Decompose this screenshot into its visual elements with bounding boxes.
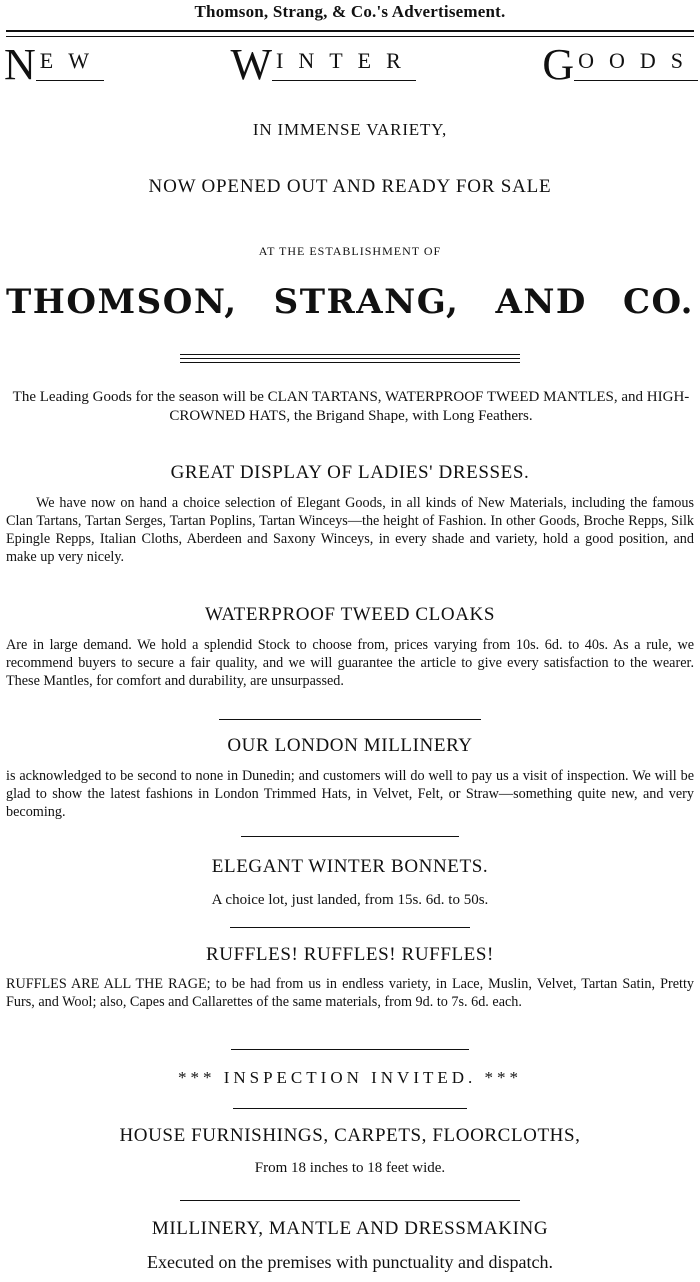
section-body-millinery: is acknowledged to be second to none in Dunedin; and customers will do well to pay us a visit of inspection. We will be glad to show the latest fashions in London Trimmed Hats, in Velvet, Felt, or Straw—something quite new, and very becoming. — [6, 768, 694, 820]
brand-word: CO. — [622, 282, 694, 322]
divider — [180, 354, 520, 355]
headline-cap: G — [542, 40, 575, 89]
headline-cap: W — [230, 40, 273, 89]
section-body-cloaks: Are in large demand. We hold a splendid Stock to choose from, prices varying from 10s. 6d. to 40s. As a rule, we recommend buyers to secure a fair quality, and we will guarantee the article to give every satisfaction to the wearer. These Mantles, for comfort and durability, are unsurpassed. — [6, 637, 694, 689]
intro-paragraph: The Leading Goods for the season will be CLAN TARTANS, WATERPROOF TWEED MANTLES, and HIGH-CROWNED HATS, the Brigand Shape, with Long Feathers. — [12, 389, 690, 424]
running-head: Thomson, Strang, & Co.'s Advertisement. — [194, 2, 506, 21]
headline-rest: EW — [36, 46, 104, 81]
section-title-dresses: GREAT DISPLAY OF LADIES' DRESSES. — [170, 462, 530, 483]
divider — [180, 1200, 520, 1201]
subhead-establishment: AT THE ESTABLISHMENT OF — [258, 244, 442, 258]
divider — [241, 836, 459, 837]
brand-word: STRANG, — [273, 282, 460, 322]
top-rule — [6, 30, 694, 32]
headline — [4, 40, 698, 90]
section-title-bonnets: ELEGANT WINTER BONNETS. — [211, 856, 489, 877]
headline-rest: OODS — [574, 46, 698, 81]
divider — [231, 1049, 469, 1050]
divider — [233, 1108, 467, 1109]
section-body-dressmaking: Executed on the premises with punctuality and dispatch. — [147, 1252, 553, 1272]
section-title-furnishings: HOUSE FURNISHINGS, CARPETS, FLOORCLOTHS, — [119, 1125, 581, 1146]
section-title-cloaks: WATERPROOF TWEED CLOAKS — [204, 604, 495, 625]
section-title-millinery: OUR LONDON MILLINERY — [227, 735, 473, 756]
top-rule-thin — [6, 36, 694, 37]
inspection-invited: *** INSPECTION INVITED. *** — [177, 1068, 523, 1087]
section-title-ruffles: RUFFLES! RUFFLES! RUFFLES! — [205, 944, 494, 965]
section-body-ruffles: RUFFLES ARE ALL THE RAGE; to be had from us in endless variety, in Lace, Muslin, Velvet, Tartan Satin, Pretty Furs, and Wool; also, Capes and Callarettes of the same materials, from 9d. to 7s. 6d. each. — [6, 976, 694, 1010]
divider — [230, 927, 470, 928]
headline-rest: INTER — [272, 46, 416, 81]
headline-word-goods — [542, 40, 698, 89]
subhead-ready: NOW OPENED OUT AND READY FOR SALE — [148, 176, 552, 197]
brand-word: AND — [495, 282, 587, 322]
divider — [180, 358, 520, 359]
section-body-furnishings: From 18 inches to 18 feet wide. — [254, 1160, 446, 1176]
section-body-dresses: We have now on hand a choice selection of Elegant Goods, in all kinds of New Materials, including the famous Clan Tartans, Tartan Serges, Tartan Poplins, Tartan Winceys—the height of Fashion. In other Goods, Broche Repps, Silk Epingle Repps, Italian Cloths, Aberdeen and Saxony Winceys, in every shade and variety, hold a good position, and make up very nicely. — [6, 495, 694, 565]
divider — [180, 362, 520, 363]
section-body-bonnets: A choice lot, just landed, from 15s. 6d. to 50s. — [211, 892, 489, 908]
brand-name — [6, 282, 694, 322]
headline-word-winter — [230, 40, 416, 89]
section-title-dressmaking: MILLINERY, MANTLE AND DRESSMAKING — [151, 1218, 549, 1239]
divider — [219, 719, 481, 720]
headline-cap: N — [4, 40, 36, 89]
headline-word-new — [4, 40, 104, 89]
brand-word: THOMSON, — [6, 282, 238, 322]
subhead-variety: IN IMMENSE VARIETY, — [252, 120, 448, 139]
